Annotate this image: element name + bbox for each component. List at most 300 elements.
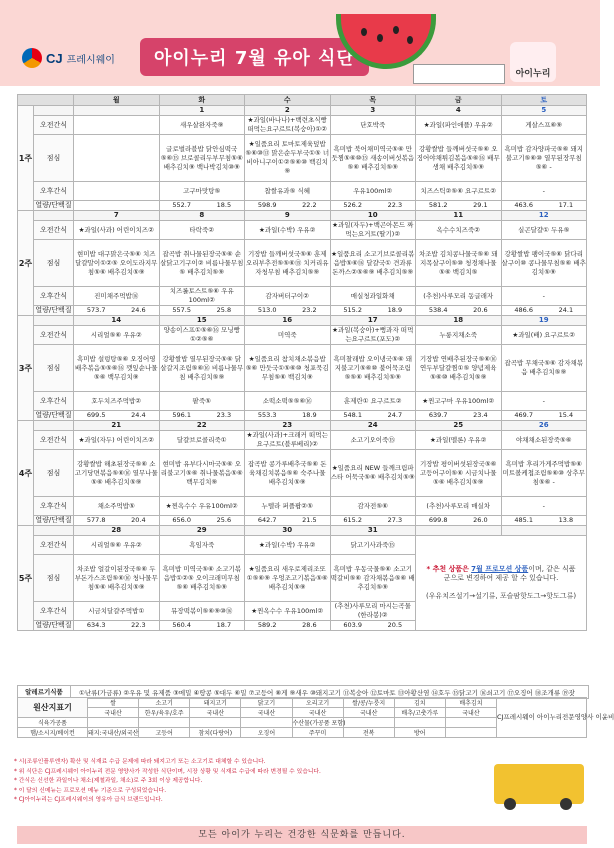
kcal-values [416, 306, 501, 315]
kcal-protein: 18.9 [302, 411, 317, 419]
lunch-cell [74, 135, 160, 182]
kcal-energy: 573.7 [86, 306, 106, 314]
day-wed: 수 [245, 95, 331, 106]
lunch-cell: 기장밥 들깨버섯국⑤⑥ 훈제오리부추전⑤⑤⑥⑮ 치커리유자청무침 배추김치⑤⑨ [245, 240, 331, 287]
morning-cell: 닭고기사과죽⑮ [330, 536, 416, 555]
logo-cj-text: CJ [46, 50, 63, 66]
kcal-protein: 22.3 [387, 201, 403, 209]
lunch-cell: 잡곡밥 무채국⑤⑥ 감자채볶음 배추김치⑤⑨ [501, 345, 587, 392]
date-cell: 24 [330, 421, 416, 431]
kcal-energy: 560.4 [172, 621, 191, 629]
lunch-cell: 현미밥 대구맑은국⑤⑥ 치즈달걀말이①②⑤ 오이도라지무침⑤⑥ 배추김치⑤⑨ [74, 240, 160, 287]
date-row-label [34, 316, 74, 326]
afternoon-row [18, 392, 587, 411]
morning-row-label: 오전간식 [34, 536, 74, 555]
date-cell: 18 [416, 316, 502, 326]
morning-cell: ★과일(자두)+백곤아몬드 짜먹는요거트(딸기)② [330, 221, 416, 240]
origin-cell [190, 718, 241, 728]
kcal-values [74, 516, 159, 525]
lunch-cell: 잡곡밥 콩가루배추국⑤⑥ 돈육채김치볶음⑤⑥ 숙주나물 배추김치⑤⑨ [245, 450, 331, 497]
lunch-cell: 현미밥 유부다시마국⑤⑥ 오리불고기⑤⑥ 취나물볶음⑤⑥ 백무김치⑨ [159, 450, 245, 497]
lunch-row-label: 점심 [34, 555, 74, 602]
lunch-cell: 흑미밥 미역국⑤⑥ 소고기볶음밥①②⑤ 오이크래미무침⑤⑥ 배추김치⑤⑨ [159, 555, 245, 602]
kcal-protein: 26.0 [473, 516, 488, 524]
kcal-protein: 24.6 [131, 306, 146, 314]
lunch-cell: 강황쌀밥 열무된장국⑤⑥ 닭살갈지조림⑤⑥⑯ 비름나물무침 배추김치⑤⑨ [159, 345, 245, 392]
kcal-energy: 699.8 [428, 516, 448, 524]
afternoon-cell: ★찐옥수수 우유100ml② [245, 602, 331, 621]
origin-cell: 국내산 [241, 708, 292, 718]
date-cell: 19 [501, 316, 587, 326]
origin-cell: 주꾸미 [292, 728, 343, 738]
date-cell: 31 [330, 526, 416, 536]
date-row [18, 421, 587, 431]
kcal-cell [159, 411, 245, 421]
kcal-values [331, 306, 416, 315]
afternoon-cell: ★찐옥수수 우유100ml② [159, 497, 245, 516]
origin-cell: 수산물(가공품 포함) [292, 718, 343, 728]
kcal-protein: 24.7 [387, 411, 403, 419]
date-cell: 1 [159, 106, 245, 116]
origin-cell: 쌀 [88, 698, 139, 708]
origin-cell [88, 718, 139, 728]
kcal-protein: 23.2 [302, 306, 317, 314]
afternoon-row-label: 오후간식 [34, 182, 74, 201]
morning-row [18, 116, 587, 135]
kcal-row-label: 열량/단백질 [35, 516, 72, 524]
morning-cell: 옥수수치즈죽② [416, 221, 502, 240]
morning-row [18, 431, 587, 450]
date-cell: 23 [245, 421, 331, 431]
date-cell: 14 [74, 316, 160, 326]
kcal-energy: 515.2 [343, 306, 362, 314]
origin-cell [241, 718, 292, 728]
kcal-protein: 20.6 [473, 306, 488, 314]
kcal-energy: 526.2 [343, 201, 362, 209]
morning-cell: ★과일(멜론) 우유② [416, 431, 502, 450]
afternoon-row-label: 오후간식 [34, 497, 74, 516]
morning-cell: 시리얼⑤⑥ 우유② [74, 326, 160, 345]
kcal-values [160, 621, 245, 630]
kcal-cell [74, 621, 160, 631]
date-row-label [34, 211, 74, 221]
afternoon-row-label: 오후간식 [34, 602, 74, 621]
lunch-cell: ★일품요리 새우로제리조또①⑤⑥⑨ 우엉조고기볶음⑤⑥ 배추김치⑤⑨ [245, 555, 331, 602]
kcal-values [331, 411, 416, 420]
kcal-values [502, 306, 587, 315]
kcal-cell [245, 621, 331, 631]
date-cell: 10 [330, 211, 416, 221]
morning-cell: 달걀브로콜리죽① [159, 431, 245, 450]
origin-cell [394, 718, 445, 728]
kcal-energy: 596.1 [172, 411, 191, 419]
morning-cell: 시리얼⑤⑥ 우유② [74, 536, 160, 555]
date-cell: 22 [159, 421, 245, 431]
kcal-values [74, 411, 159, 420]
kcal-energy: 486.6 [514, 306, 533, 314]
afternoon-cell: 훈제란① 요구르트② [330, 392, 416, 411]
kcal-cell [501, 516, 587, 526]
kcal-energy: 589.2 [257, 621, 277, 629]
morning-cell: 단호박죽 [330, 116, 416, 135]
kcal-energy: 552.7 [172, 201, 191, 209]
kcal-protein: 22.2 [302, 201, 317, 209]
kcal-values [245, 306, 330, 315]
morning-cell: ★과일(파인애플) 우유② [416, 116, 502, 135]
afternoon-cell: - [501, 182, 587, 201]
kcal-cell [159, 306, 245, 316]
origin-cell: 소고기 [139, 698, 190, 708]
origin-cell: 식육가공품 [18, 718, 88, 728]
date-row-label [34, 106, 74, 116]
kcal-cell [501, 306, 587, 316]
afternoon-row [18, 497, 587, 516]
kcal-values [502, 411, 587, 420]
afternoon-cell: 시금치달걀주먹밥① [74, 602, 160, 621]
allergy-legend-label: 알레르기식품 [18, 686, 71, 698]
kcal-cell [245, 201, 331, 211]
afternoon-cell: 호두치즈주먹밥② [74, 392, 160, 411]
origin-cell [139, 718, 190, 728]
day-mon: 월 [74, 95, 160, 106]
kcal-values [160, 201, 245, 210]
afternoon-row-label: 오후간식 [34, 392, 74, 411]
kcal-protein: 24.1 [558, 306, 574, 314]
afternoon-cell: 매실청과일화채 [330, 287, 416, 306]
lunch-row [18, 135, 587, 182]
kcal-cell [501, 411, 587, 421]
morning-cell: 실곤달걀① 두유⑤ [501, 221, 587, 240]
morning-cell: 흑임자죽 [159, 536, 245, 555]
kcal-energy: 642.7 [257, 516, 277, 524]
origin-table [17, 697, 614, 738]
afternoon-cell: 찹쌀유과⑤ 식혜 [245, 182, 331, 201]
kcal-protein: 23.3 [216, 411, 232, 419]
note-line: * 간식은 신선한 과일이나 채소(제철과일, 채소)로 주 3회 이상 제공합니다. [14, 778, 203, 784]
kcal-protein: 18.7 [216, 621, 232, 629]
afternoon-cell: (추천)사루모리 마시는곡물(한라봉)② [330, 602, 416, 621]
kcal-row-label: 열량/단백질 [35, 621, 72, 629]
header-banner [0, 0, 600, 86]
kcal-cell [501, 201, 587, 211]
week-label: 3주 [18, 316, 34, 421]
kcal-protein: 18.5 [216, 201, 232, 209]
kcal-values [245, 621, 330, 630]
logo-company-text: 프레시웨이 [66, 54, 115, 66]
brand-logo: 아이누리 [510, 42, 556, 82]
kcal-values [160, 516, 245, 525]
date-cell: 5 [501, 106, 587, 116]
kcal-protein: 22.3 [131, 621, 146, 629]
kcal-values [160, 306, 245, 315]
corner-cell [18, 95, 74, 106]
kcal-cell [74, 306, 160, 316]
morning-cell: ★과일(자두) 어린이치즈② [74, 431, 160, 450]
morning-cell: 미역죽 [245, 326, 331, 345]
kcal-protein: 27.3 [387, 516, 403, 524]
kcal-protein: 28.6 [302, 621, 317, 629]
kcal-energy: 603.9 [343, 621, 362, 629]
morning-row [18, 221, 587, 240]
date-cell: 4 [416, 106, 502, 116]
day-header-row [18, 95, 587, 106]
origin-cell: 한우/육우/호주 [139, 708, 190, 718]
origin-cell: 돼지:국내산/외국산 [88, 728, 139, 738]
kcal-protein: 20.5 [387, 621, 403, 629]
kcal-values [416, 516, 501, 525]
kcal-energy: 557.5 [172, 306, 191, 314]
date-cell: 7 [74, 211, 160, 221]
weekly-menu-table [17, 94, 587, 631]
kcal-energy: 463.6 [514, 201, 533, 209]
kcal-cell [330, 201, 416, 211]
notes-list [14, 758, 484, 806]
afternoon-cell: 감자버터구이② [245, 287, 331, 306]
kcal-cell [245, 306, 331, 316]
kcal-cell [416, 306, 502, 316]
kcal-energy: 548.1 [343, 411, 362, 419]
kcal-values [245, 411, 330, 420]
date-cell: 8 [159, 211, 245, 221]
origin-cell: 닭고기 [241, 698, 292, 708]
kcal-row-label: 열량/단백질 [35, 411, 72, 419]
lunch-cell: 강황쌀밥 들깨버섯국⑤⑥ 오징어야채튀김볶음⑤⑥⑯ 배무생채 배추김치⑤⑨ [416, 135, 502, 182]
kcal-energy: 513.0 [257, 306, 277, 314]
week-label: 2주 [18, 211, 34, 316]
afternoon-cell: 뮤장떡볶이⑤⑥⑨⑩⑯ [159, 602, 245, 621]
kcal-cell [159, 621, 245, 631]
lunch-cell: 글로벌라블밥 닭안심떡국⑤⑥⑮ 브로콜리두부무침⑤⑥ 배추김치⑨ 백나박김치⑩⑨ [159, 135, 245, 182]
kcal-energy: 639.7 [428, 411, 448, 419]
date-row-label [34, 421, 74, 431]
kcal-cell [74, 201, 160, 211]
kcal-energy: 581.2 [428, 201, 448, 209]
date-cell: 26 [501, 421, 587, 431]
afternoon-cell: 소떡소떡⑤⑤⑥⑯ [245, 392, 331, 411]
date-row [18, 526, 587, 536]
kcal-protein: 23.4 [473, 411, 488, 419]
morning-cell: ★과일(수박) 우유② [245, 536, 331, 555]
origin-cell [445, 728, 496, 738]
morning-row [18, 536, 587, 555]
lunch-row [18, 240, 587, 287]
week-label: 1주 [18, 106, 34, 211]
kcal-energy: 538.4 [428, 306, 448, 314]
kcal-values [245, 201, 330, 210]
origin-cell: 국내산 [292, 708, 343, 718]
kcal-energy: 553.3 [257, 411, 277, 419]
kcal-protein: 21.5 [302, 516, 317, 524]
kcal-row [18, 411, 587, 421]
morning-cell: ★과일(사과) 어린이치즈② [74, 221, 160, 240]
afternoon-cell: 채소주먹밥⑤ [74, 497, 160, 516]
name-field[interactable] [413, 64, 505, 84]
kcal-energy: 598.9 [257, 201, 277, 209]
kcal-protein: 24.4 [131, 411, 146, 419]
kcal-values [416, 201, 501, 210]
date-cell: 15 [159, 316, 245, 326]
lunch-cell: 흑미밥 후리가게주먹밥⑤⑥ 미트볼케첩조림⑤⑥⑩ 상추무침⑤⑥ - [501, 450, 587, 497]
kcal-row-label: 열량/단백질 [35, 306, 72, 314]
kcal-energy: 634.3 [86, 621, 106, 629]
kcal-cell [74, 516, 160, 526]
day-sat: 토 [501, 95, 587, 106]
dietitian-credit: CJ프레시웨이 아이누리전문영양사 이윤비 [497, 698, 587, 738]
origin-cell: 국내산 [343, 708, 394, 718]
origin-cell: 오리고기 [292, 698, 343, 708]
promo-text: 이며, 같은 식품군으로 변경하여 제공 할 수 있습니다. [443, 565, 576, 582]
promo-highlight: 7월 프로모션 상품 [471, 565, 529, 573]
day-tue: 화 [159, 95, 245, 106]
origin-cell: 고등어 [139, 728, 190, 738]
lunch-cell: 기장밥 평이버섯된장국⑤⑥ 고등어구이⑤⑥ 시금치나물⑤⑥ 배추김치⑤⑨ [416, 450, 502, 497]
morning-row-label: 오전간식 [34, 326, 74, 345]
kcal-row [18, 516, 587, 526]
morning-cell: 양송이스프①⑤⑥⑯ 모닝빵①②⑤⑥ [159, 326, 245, 345]
lunch-cell: ★일품요리 참치채소볶음밥⑤⑥ 만둣국①⑤⑥⑩ 청포묵김무침⑤⑥ 백김치⑨ [245, 345, 331, 392]
origin-cell: 쌀/콩/누룽지 [343, 698, 394, 708]
origin-title: 원산지표기 [18, 698, 88, 718]
morning-cell: 누룽지채소죽 [416, 326, 502, 345]
kcal-protein: 15.4 [558, 411, 574, 419]
kcal-cell [416, 516, 502, 526]
afternoon-cell: (추천)사루모리 매실차 [416, 497, 502, 516]
afternoon-cell: 팥죽⑤ [159, 392, 245, 411]
day-thu: 목 [330, 95, 416, 106]
kcal-cell [330, 516, 416, 526]
lunch-cell: ★일품요리 소고기브로콜리볶음밥⑤⑥⑯ 달걀국① 견과류돈까스②⑤⑥⑨ 배추김치⑤⑨ [330, 240, 416, 287]
week-label: 5주 [18, 526, 34, 631]
morning-cell: 새우살완자죽⑨ [159, 116, 245, 135]
kcal-energy: 485.1 [514, 516, 533, 524]
date-cell: 21 [74, 421, 160, 431]
kcal-energy: 656.0 [172, 516, 191, 524]
morning-cell [74, 116, 160, 135]
delivery-truck-icon [494, 764, 584, 804]
kcal-cell [330, 306, 416, 316]
note-line: * CJ아이누리는 CJ프레시웨이의 영유아 급식 브랜드입니다. [14, 797, 163, 803]
morning-cell: ★과일(사과)+크래커 떠먹는요구르트(블루베리)② [245, 431, 331, 450]
kcal-protein: 18.9 [387, 306, 403, 314]
promo-lead: * 추천 상품은 [426, 565, 469, 573]
kcal-energy: 615.2 [343, 516, 362, 524]
morning-cell: ★과일(바나나)+백련초식빵 떠먹는요구르트(복숭아)①② [245, 116, 331, 135]
morning-cell: ★과일(복숭아)+뻥과자 떠먹는요구르트(포도)② [330, 326, 416, 345]
afternoon-cell: ★찐고구마 우유100ml② [416, 392, 502, 411]
kcal-values [74, 306, 159, 315]
afternoon-row-label: 오후간식 [34, 287, 74, 306]
afternoon-cell: 고구마맛탕⑤ [159, 182, 245, 201]
date-row [18, 316, 587, 326]
lunch-row [18, 450, 587, 497]
kcal-values [502, 201, 587, 210]
lunch-cell: 흑미밥 우동국물⑤⑥ 소고기떡갈비⑤⑥ 감자채볶음⑤⑥ 배추김치⑤⑨ [330, 555, 416, 602]
lunch-row-label: 점심 [34, 135, 74, 182]
date-cell: 16 [245, 316, 331, 326]
afternoon-cell: 누텔라 퍼플팝②⑤ [245, 497, 331, 516]
afternoon-cell: (추천)사루모리 동글래자 [416, 287, 502, 306]
date-cell [416, 526, 502, 536]
lunch-row-label: 점심 [34, 450, 74, 497]
date-cell [501, 526, 587, 536]
morning-row-label: 오전간식 [34, 221, 74, 240]
morning-row-label: 오전간식 [34, 431, 74, 450]
date-row [18, 106, 587, 116]
lunch-cell: ★일품요리 NEW 들깨크림파스타 어묵국⑤⑥ 배추김치⑤⑨ [330, 450, 416, 497]
date-cell: 30 [245, 526, 331, 536]
date-cell [74, 106, 160, 116]
kcal-values [245, 516, 330, 525]
origin-cell: 배추/고춧가루 [394, 708, 445, 718]
kcal-cell [245, 411, 331, 421]
cj-logo [22, 48, 115, 68]
kcal-protein: 29.1 [473, 201, 488, 209]
kcal-values [416, 411, 501, 420]
page-title: 아이누리 7월 유아 식단 [140, 38, 369, 76]
cj-logo-icon [22, 48, 42, 68]
week-label: 4주 [18, 421, 34, 526]
kcal-row [18, 306, 587, 316]
note-line: * 위 식단은 CJ프레시웨이 아이누리 전문 영양사가 작성한 식단이며, 시장 상황 및 식재료 수급에 따라 변경될 수 있습니다. [14, 768, 321, 775]
origin-cell [445, 718, 496, 728]
kcal-cell [330, 621, 416, 631]
kcal-row [18, 201, 587, 211]
origin-cell: 돼지고기 [190, 698, 241, 708]
morning-cell: ★과일(수박) 우유② [245, 221, 331, 240]
origin-cell: 국내산 [190, 708, 241, 718]
origin-cell: 전복 [343, 728, 394, 738]
date-cell: 9 [245, 211, 331, 221]
morning-cell: 소고기오이죽⑮ [330, 431, 416, 450]
kcal-values [502, 516, 587, 525]
kcal-cell [416, 411, 502, 421]
kcal-energy: 577.8 [86, 516, 106, 524]
date-cell: 3 [330, 106, 416, 116]
date-cell: 12 [501, 211, 587, 221]
date-cell: 17 [330, 316, 416, 326]
lunch-cell: 강황쌀밥 해초된장국⑤⑥ 소고기당면볶음⑤⑥⑯ 열무나물⑤⑥ 배추김치⑤⑨ [74, 450, 160, 497]
kcal-protein: 13.8 [558, 516, 574, 524]
origin-cell: 햄/소시지/베이컨 [18, 728, 88, 738]
morning-cell: 야채채소된장죽⑤⑥ [501, 431, 587, 450]
lunch-row [18, 345, 587, 392]
allergy-legend-items: ①난류(가금류) ②우유 및 유제품 ③메밀 ④땅콩 ⑤대두 ⑥밀 ⑦고등어 ⑧게 ⑨새우 ⑩돼지고기 ⑪복숭아 ⑫토마토 ⑬아황산염 ⑭호두 ⑮닭고기 ⑯쇠고기 ⑰오징어 ⑱조개류 ⑲잣 [79, 688, 575, 697]
kcal-values [331, 516, 416, 525]
lunch-cell: 기장밥 연배추된장국⑤⑥⑯ 연두부달걀찜①⑤ 양념제육⑤⑥⑩ 배추김치⑤⑨ [416, 345, 502, 392]
kcal-cell [159, 516, 245, 526]
date-row [18, 211, 587, 221]
kcal-cell [416, 201, 502, 211]
kcal-values [160, 411, 245, 420]
morning-cell: 타락죽② [159, 221, 245, 240]
lunch-row-label: 점심 [34, 240, 74, 287]
morning-row-label: 오전간식 [34, 116, 74, 135]
origin-cell [343, 718, 394, 728]
kcal-protein: 20.4 [131, 516, 146, 524]
origin-cell: 참치(다랑어) [190, 728, 241, 738]
origin-cell: 국내산 [445, 708, 496, 718]
lunch-cell: 강황쌀밥 팽이국⑤⑥ 닭다리살구이⑩ 콩나물무침⑤⑥ 배추김치⑤⑨ [501, 240, 587, 287]
kcal-protein: 25.8 [216, 306, 232, 314]
note-line: * 시(조류인플루엔자) 확산 및 식재료 수급 문제에 따라 돼지고기 또는 소고기로 대체할 수 있습니다. [14, 759, 266, 765]
day-fri: 금 [416, 95, 502, 106]
kcal-energy: 469.7 [514, 411, 533, 419]
afternoon-cell: - [501, 497, 587, 516]
morning-cell: 게살스프⑥⑨ [501, 116, 587, 135]
kcal-values [331, 621, 416, 630]
morning-row [18, 326, 587, 345]
morning-cell: ★과일(배) 요구르트② [501, 326, 587, 345]
